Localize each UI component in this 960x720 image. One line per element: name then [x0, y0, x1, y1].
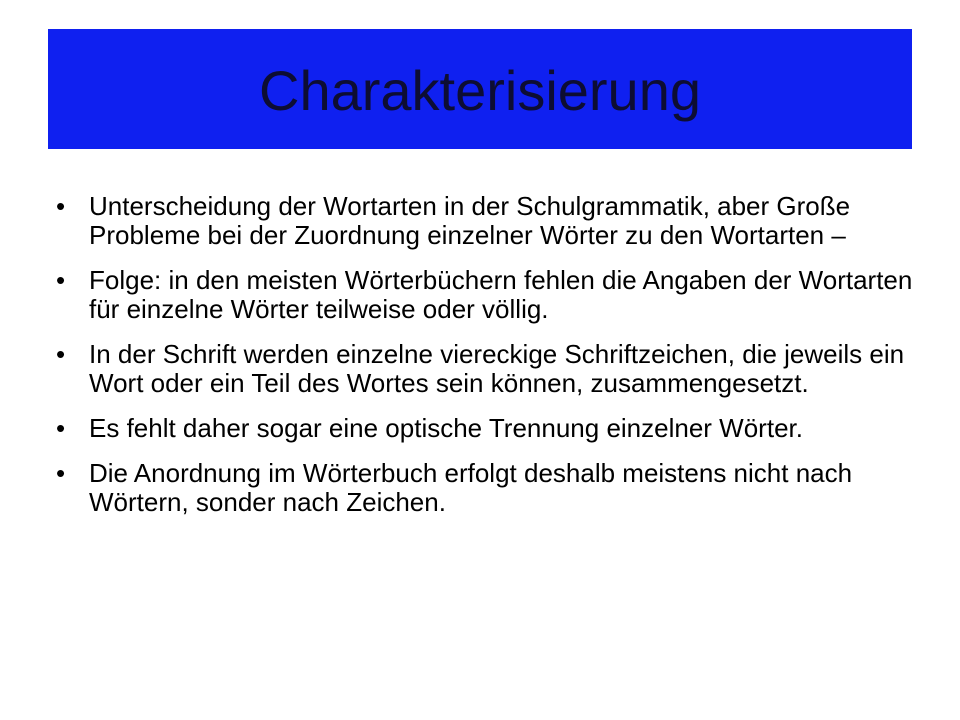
bullet-icon: •: [56, 191, 66, 221]
bullet-icon: •: [56, 413, 66, 443]
bullet-list: [56, 192, 916, 517]
bullet-text: In der Schrift werden einzelne viereckige Schriftzeichen, die jeweils ein Wort oder ein Teil des Wortes sein können, zusammengesetzt.: [89, 339, 905, 398]
slide-content: [56, 192, 916, 533]
slide-title: Charakterisierung: [259, 59, 701, 122]
bullet-icon: •: [56, 265, 66, 295]
title-bar: [48, 29, 912, 149]
bullet-text: Es fehlt daher sogar eine optische Trennung einzelner Wörter.: [89, 413, 803, 443]
bullet-item: [56, 340, 916, 398]
bullet-item: [56, 192, 916, 250]
bullet-icon: •: [56, 458, 66, 488]
bullet-item: [56, 459, 916, 517]
bullet-icon: •: [56, 339, 66, 369]
bullet-text: Unterscheidung der Wortarten in der Schulgrammatik, aber Große Probleme bei der Zuordnung einzelner Wörter zu den Wortarten –: [89, 191, 851, 250]
bullet-item: [56, 266, 916, 324]
bullet-text: Die Anordnung im Wörterbuch erfolgt deshalb meistens nicht nach Wörtern, sonder nach Zeichen.: [89, 458, 853, 517]
bullet-item: [56, 414, 916, 443]
bullet-text: Folge: in den meisten Wörterbüchern fehlen die Angaben der Wortarten für einzelne Wörter teilweise oder völlig.: [89, 265, 913, 324]
